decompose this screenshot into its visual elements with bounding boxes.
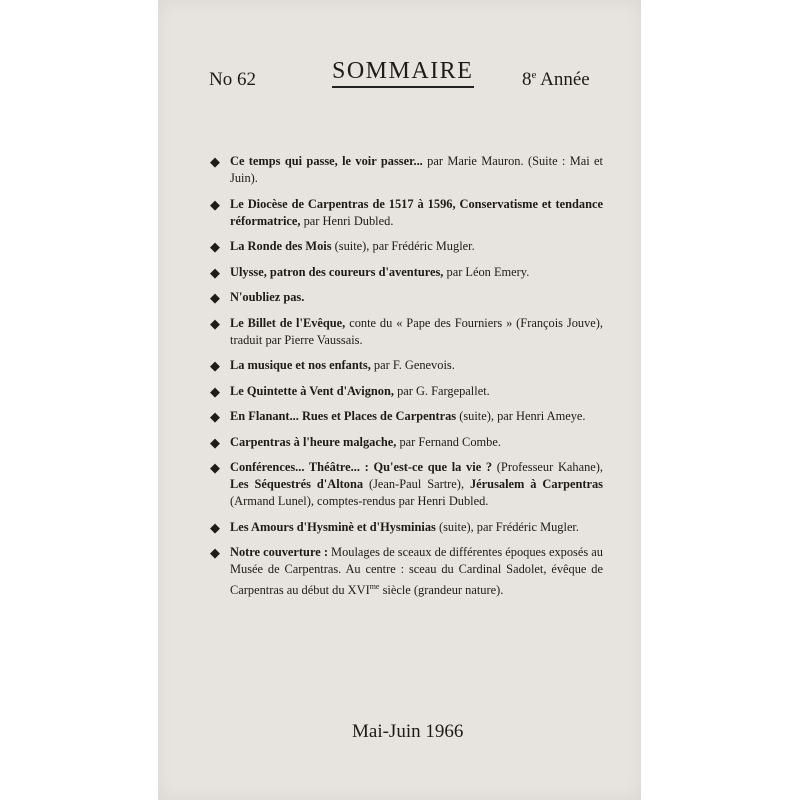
article-author: par Henri Dubled.: [300, 213, 394, 228]
diamond-bullet-icon: ◆: [210, 154, 220, 169]
year-number: 8: [522, 69, 532, 90]
article-author: (suite), par Frédéric Mugler.: [435, 519, 579, 534]
article-author: (suite), par Henri Ameye.: [456, 409, 586, 423]
article-title: Le Billet de l'Evêque,: [230, 315, 346, 330]
article-author: par Marie Mauron. (Suite : Mai et Juin).: [230, 154, 603, 185]
article-title: Le Quintette à Vent d'Avignon,: [230, 383, 394, 398]
article-author: par G. Fargepallet.: [393, 383, 490, 398]
toc-item: [203, 357, 603, 374]
article-title: Les Amours d'Hysminè et d'Hysminias: [230, 519, 436, 534]
toc-item: [203, 196, 603, 230]
article-title: La musique et nos enfants,: [230, 358, 371, 372]
diamond-bullet-icon: ◆: [210, 545, 220, 560]
diamond-bullet-icon: ◆: [210, 519, 220, 535]
year-label: [522, 69, 590, 91]
article-title: N'oubliez pas.: [230, 290, 305, 304]
toc-item: [203, 383, 603, 400]
article-author: par Léon Emery.: [443, 264, 530, 279]
diamond-bullet-icon: ◆: [210, 239, 220, 254]
article-title: Les Séquestrés d'Altona: [230, 477, 364, 491]
issue-date: Mai-Juin 1966: [352, 721, 464, 742]
page-title: SOMMAIRE: [332, 58, 474, 84]
article-author: (suite), par Frédéric Mugler.: [331, 239, 475, 253]
century-suffix: me: [369, 582, 380, 591]
article-author: (Armand Lunel), comptes-rendus par Henri Dubled.: [230, 494, 489, 508]
article-author: par F. Genevois.: [370, 358, 455, 372]
article-title: Ulysse, patron des coureurs d'aventures,: [230, 264, 444, 279]
toc-item: [203, 544, 603, 599]
diamond-bullet-icon: ◆: [210, 290, 220, 305]
issue-number: No 62: [209, 69, 256, 90]
article-title: En Flanant... Rues et Places de Carpentras: [230, 409, 457, 423]
toc-item: [203, 289, 603, 306]
article-title: Le Diocèse de Carpentras de 1517 à 1596, Conservatisme et tendance réformatrice,: [230, 196, 603, 228]
article-title: Ce temps qui passe, le voir passer...: [230, 154, 423, 168]
article-title: La Ronde des Mois: [230, 239, 332, 253]
toc-item: [203, 519, 603, 536]
diamond-bullet-icon: ◆: [210, 434, 220, 450]
article-author: par Fernand Combe.: [396, 434, 501, 449]
diamond-bullet-icon: ◆: [210, 383, 220, 399]
diamond-bullet-icon: ◆: [210, 358, 220, 373]
article-title: Conférences... Théâtre... : Qu'est-ce que la vie ?: [230, 460, 493, 474]
article-title: Notre couverture :: [230, 545, 328, 559]
magazine-page: [158, 0, 641, 800]
toc-item: [203, 459, 603, 510]
toc-item: [203, 315, 603, 349]
toc-item: [203, 434, 603, 451]
toc-item: [203, 238, 603, 255]
diamond-bullet-icon: ◆: [210, 196, 220, 212]
toc-item: [203, 264, 603, 281]
year-suffix: e: [531, 69, 537, 81]
diamond-bullet-icon: ◆: [210, 460, 220, 475]
diamond-bullet-icon: ◆: [210, 409, 220, 424]
table-of-contents: [203, 153, 603, 608]
article-author: conte du « Pape des Fourniers » (François Jouve), traduit par Pierre Vaussais.: [230, 315, 603, 347]
article-description: Moulages de sceaux de différentes époques exposés au Musée de Carpentras. Au centre : sceau du Cardinal Sadolet, évêque de Carpentras au début du XVI: [230, 545, 603, 597]
toc-item: [203, 408, 603, 425]
article-detail: (Jean-Paul Sartre),: [363, 477, 470, 491]
diamond-bullet-icon: ◆: [210, 264, 220, 280]
diamond-bullet-icon: ◆: [210, 315, 220, 331]
toc-item: [203, 153, 603, 187]
article-detail: (Professeur Kahane),: [492, 460, 604, 474]
article-description: siècle (grandeur nature).: [379, 583, 504, 597]
year-word: Année: [540, 69, 590, 90]
title-underline: [332, 86, 474, 88]
article-title: Carpentras à l'heure malgache,: [230, 434, 397, 449]
article-title: Jérusalem à Carpentras: [469, 477, 603, 491]
